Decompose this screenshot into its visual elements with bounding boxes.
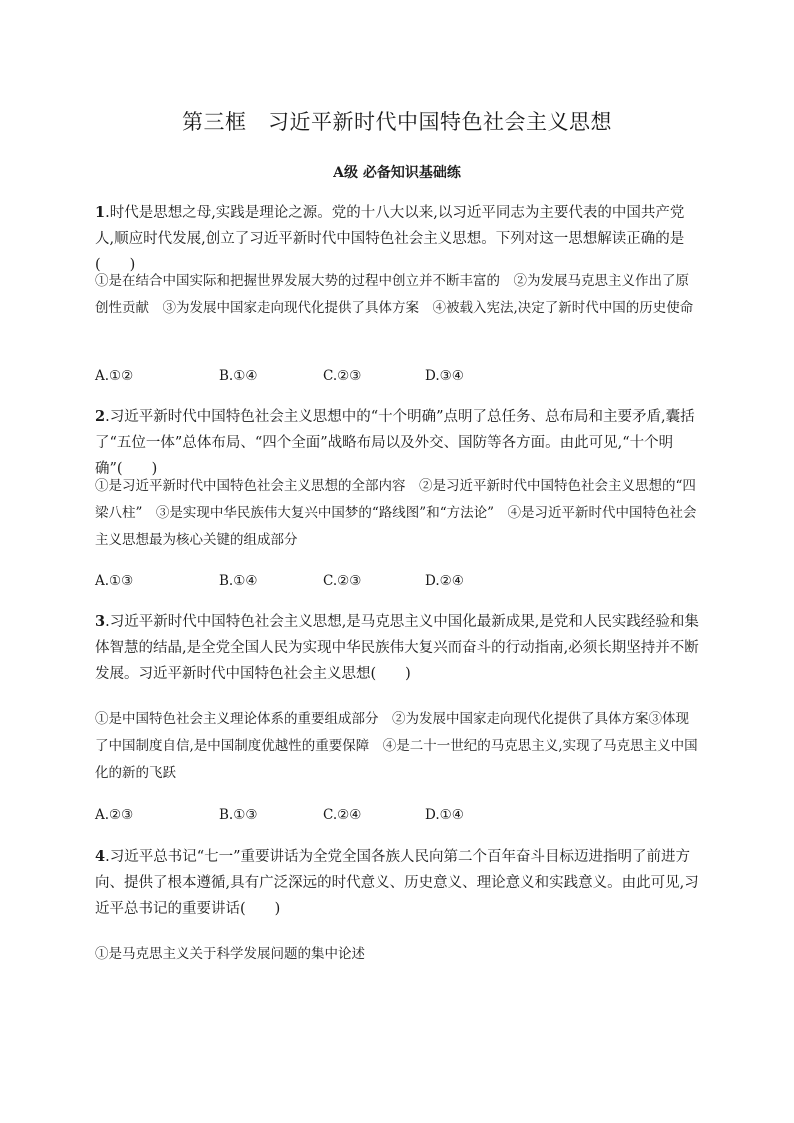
question-1-stem	[95, 200, 700, 278]
question-2-statements	[95, 473, 700, 554]
statement-list: ①是在结合中国实际和把握世界发展大势的过程中创立并不断丰富的 ②为发展马克思主义作出了原创性贡献 ③为发展中国家走向现代化提供了具体方案 ④被载入宪法,决定了新时代中国的历史使命	[95, 273, 694, 316]
page-title: 第三框 习近平新时代中国特色社会主义思想	[182, 110, 612, 134]
question-number: 1	[95, 204, 106, 221]
section-heading: A级 必备知识基础练	[333, 165, 461, 181]
option-a[interactable]: A.①②	[95, 368, 134, 384]
option-d[interactable]: D.③④	[425, 368, 464, 384]
question-3-options	[95, 807, 700, 827]
statement-list: ①是中国特色社会主义理论体系的重要组成部分 ②为发展中国家走向现代化提供了具体方案③体现了中国制度自信,是中国制度优越性的重要保障 ④是二十一世纪的马克思主义,实现了马克思主义中国化的新的飞跃	[95, 711, 698, 781]
question-number: 4	[95, 848, 106, 865]
question-3-statements	[95, 706, 700, 787]
option-a[interactable]: A.②③	[95, 807, 134, 823]
option-c[interactable]: C.②③	[323, 368, 362, 384]
question-number: 3	[95, 613, 106, 630]
option-d[interactable]: D.②④	[425, 573, 464, 589]
option-d[interactable]: D.①④	[425, 807, 464, 823]
question-text: .习近平新时代中国特色社会主义思想中的“十个明确”点明了总任务、总布局和主要矛盾,囊括了“五位一体”总体布局、“四个全面”战略布局以及外交、国防等各方面。由此可见,“十个明确”( )	[95, 409, 695, 477]
option-b[interactable]: B.①③	[219, 807, 258, 823]
option-b[interactable]: B.①④	[219, 573, 258, 589]
question-4-statements	[95, 941, 700, 968]
question-2-stem	[95, 404, 700, 482]
option-c[interactable]: C.②③	[323, 573, 362, 589]
question-1-options	[95, 368, 700, 388]
statement-list: ①是习近平新时代中国特色社会主义思想的全部内容 ②是习近平新时代中国特色社会主义思想的“四梁八柱” ③是实现中华民族伟大复兴中国梦的“路线图”和“方法论” ④是习近平新时代中国特色社会主义思想最为核心关键的组成部分	[95, 478, 697, 548]
question-text: .习近平新时代中国特色社会主义思想,是马克思主义中国化最新成果,是党和人民实践经验和集体智慧的结晶,是全党全国人民为实现中华民族伟大复兴而奋斗的行动指南,必须长期坚持并不断发展。习近平新时代中国特色社会主义思想( )	[95, 614, 699, 682]
question-number: 2	[95, 408, 106, 425]
option-b[interactable]: B.①④	[219, 368, 258, 384]
statement-list: ①是马克思主义关于科学发展问题的集中论述	[95, 946, 365, 962]
question-1-statements	[95, 268, 700, 322]
option-a[interactable]: A.①③	[95, 573, 134, 589]
question-4-stem	[95, 844, 700, 922]
option-c[interactable]: C.②④	[323, 807, 362, 823]
question-text: .时代是思想之母,实践是理论之源。党的十八大以来,以习近平同志为主要代表的中国共产党人,顺应时代发展,创立了习近平新时代中国特色社会主义思想。下列对这一思想解读正确的是( )	[95, 205, 685, 273]
question-text: .习近平总书记“七一”重要讲话为全党全国各族人民向第二个百年奋斗目标迈进指明了前进方向、提供了根本遵循,具有广泛深远的时代意义、历史意义、理论意义和实践意义。由此可见,习近平总书记的重要讲话( )	[95, 849, 699, 917]
question-2-options	[95, 573, 700, 593]
question-3-stem	[95, 609, 700, 687]
